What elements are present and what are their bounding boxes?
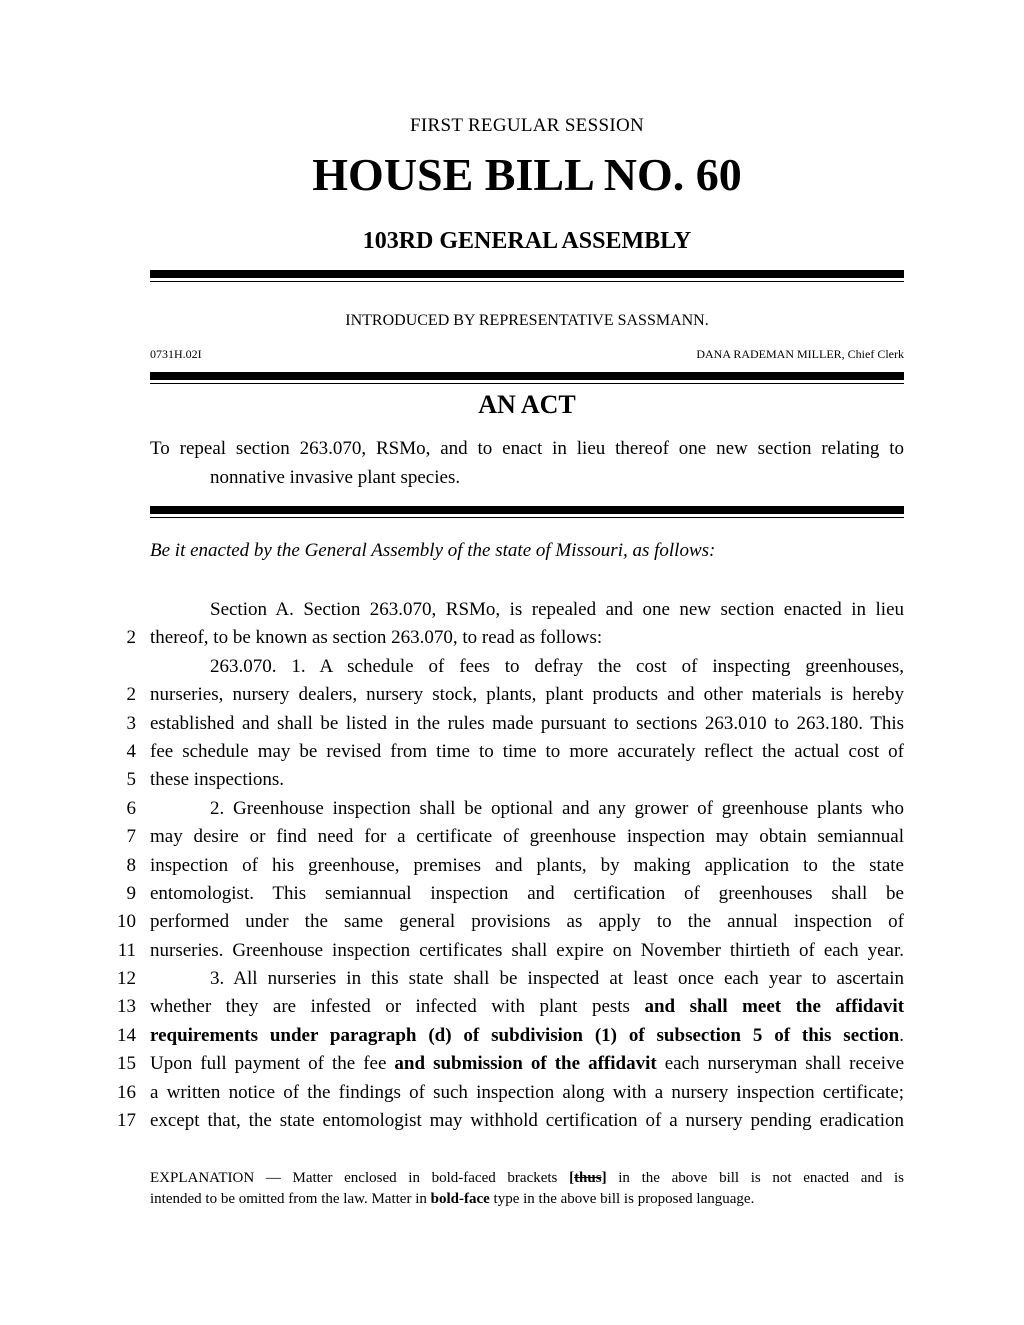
bold-example: bold-face [430,1191,490,1207]
line-number: 17 [117,1110,136,1132]
text-line [0,1107,1024,1135]
text-line [0,1050,1024,1078]
act-heading: AN ACT [478,390,576,419]
line-text: these inspections. [150,769,285,791]
line-text [150,1050,904,1078]
title-rule [150,506,904,518]
text-line [0,738,1024,766]
explanation-text: type in the above bill is proposed language. [493,1191,755,1207]
line-text: requirements under paragraph (d) of subdivision (1) of subsection 5 of this section. [150,1024,904,1046]
text-line [0,908,1024,936]
line-text-part: each nurseryman shall receive [664,1053,905,1075]
explanation-line1: EXPLANATION — Matter enclosed in bold-faced brackets [thus] in the above bill is not enacted and is [150,1170,905,1186]
text-line [0,681,1024,709]
struck-example: thus [574,1170,602,1186]
explanation-text: in the above bill is not enacted and is [618,1170,905,1186]
explanation-text: intended to be omitted from the law. Matter in [150,1191,427,1207]
text-line [0,1022,1024,1050]
explanation-text: Matter enclosed in bold-faced brackets [292,1170,558,1186]
proposed-language: and shall meet the affidavit [644,996,905,1018]
line-number: 13 [117,996,136,1018]
line-text: nurseries, nursery dealers, nursery stock, plants, plant products and other materials is hereby [150,684,904,706]
line-text: inspection of his greenhouse, premises and plants, by making application to the state [150,854,904,876]
line-number: 2 [126,684,136,706]
line-number: 6 [126,797,136,819]
line-number: 16 [117,1081,136,1103]
text-line [0,823,1024,851]
text-line [0,937,1024,965]
assembly-label: 103RD GENERAL ASSEMBLY [362,228,692,254]
line-text: Section A. Section 263.070, RSMo, is repealed and one new section enacted in lieu [210,599,904,620]
text-line [0,596,1024,624]
line-text: 2. Greenhouse inspection shall be optional and any grower of greenhouse plants who [210,797,904,819]
act-title-line2: nonnative invasive plant species. [210,467,461,488]
line-number: 8 [126,854,136,876]
line-number: 15 [117,1053,136,1075]
line-number: 4 [126,740,136,762]
text-line [0,965,1024,993]
line-number: 2 [126,627,136,649]
header-rule [150,270,904,282]
line-text: except that, the state entomologist may withhold certification of a nursery pending eradication [150,1110,904,1132]
proposed-language: requirements under paragraph (d) of subdivision (1) of subsection 5 of this section [150,1024,900,1046]
bill-text [0,596,1024,1135]
text-line [0,880,1024,908]
line-text: thereof, to be known as section 263.070, to read as follows: [150,627,603,649]
line-number: 3 [126,712,136,734]
line-number: 10 [117,911,136,933]
line-text: entomologist. This semiannual inspection and certification of greenhouses shall be [150,882,904,904]
introduced-by: INTRODUCED BY REPRESENTATIVE SASSMANN. [345,312,709,329]
line-number: 7 [126,826,136,848]
line-text: 3. All nurseries in this state shall be inspected at least once each year to ascertain [210,968,904,990]
line-number: 14 [117,1024,136,1046]
text-line [0,852,1024,880]
explanation-label: EXPLANATION — [150,1170,281,1186]
line-text: may desire or find need for a certificate of greenhouse inspection may obtain semiannual [150,826,904,848]
text-line [0,1079,1024,1107]
proposed-language: and submission of the affidavit [394,1053,657,1075]
bill-title: HOUSE BILL NO. 60 [312,149,742,200]
line-text: nurseries. Greenhouse inspection certificates shall expire on November thirtieth of each year. [150,939,904,961]
explanation-line2 [150,1189,904,1210]
line-text: performed under the same general provisions as apply to the annual inspection of [150,911,904,933]
line-text-part: whether they are infested or infected with plant pests [150,996,630,1018]
meta-rule [150,372,904,384]
line-text: established and shall be listed in the rules made pursuant to sections 263.010 to 263.180. This [150,712,904,734]
text-line [0,993,1024,1021]
act-title [150,434,904,492]
text-line [0,624,1024,652]
meta-row [150,347,904,362]
line-number: 5 [126,769,136,791]
text-line [0,766,1024,794]
line-text: a written notice of the findings of such inspection along with a nursery inspection certificate; [150,1081,904,1103]
text-line [0,795,1024,823]
line-number: 12 [117,968,136,990]
line-text [150,993,904,1021]
enacting-clause: Be it enacted by the General Assembly of the state of Missouri, as follows: [150,540,716,561]
chief-clerk: DANA RADEMAN MILLER, Chief Clerk [696,347,904,361]
text-line [0,710,1024,738]
bill-code: 0731H.02I [150,347,202,361]
session-label: FIRST REGULAR SESSION [410,115,644,136]
line-number: 9 [126,882,136,904]
line-number: 11 [117,939,136,961]
line-text: 263.070. 1. A schedule of fees to defray the cost of inspecting greenhouses, [210,655,904,677]
act-title-line1: To repeal section 263.070, RSMo, and to enact in lieu thereof one new section relating to [150,438,904,459]
line-text: fee schedule may be revised from time to time to more accurately reflect the actual cost of [150,740,904,762]
line-text-part: Upon full payment of the fee [150,1053,387,1075]
text-line [0,653,1024,681]
explanation-footnote [150,1168,904,1210]
